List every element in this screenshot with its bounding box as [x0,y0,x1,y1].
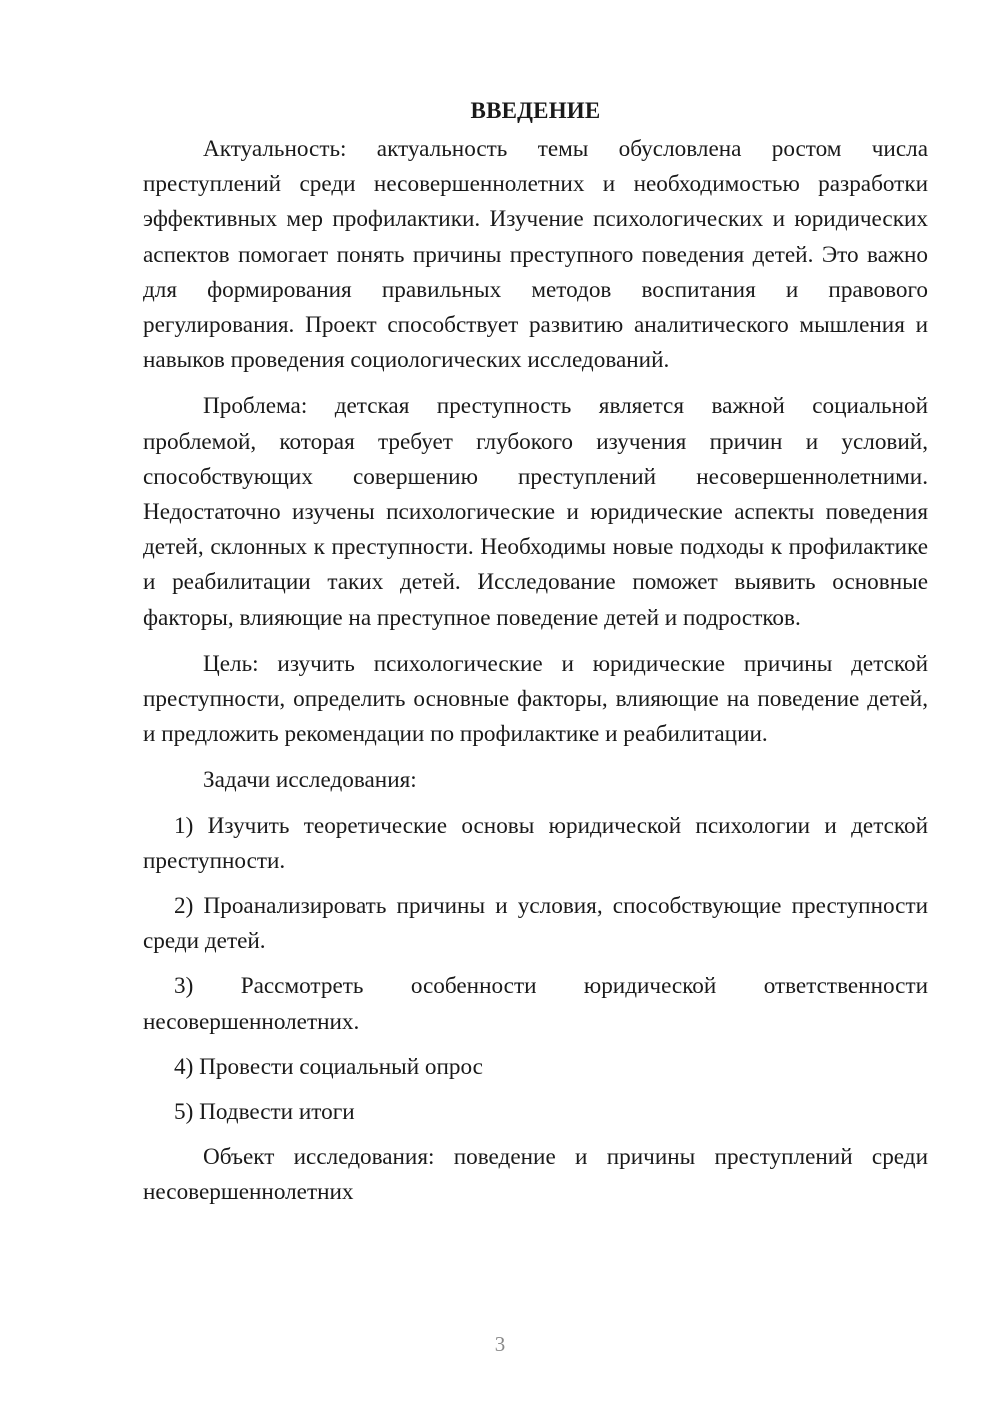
task-item-1: 1) Изучить теоретические основы юридической психологии и детской преступности. [143,812,928,874]
problem-paragraph: Проблема: детская преступность является важной социальной проблемой, которая требует глубокого изучения причин и условий, способствующих совершению преступлений несовершеннолетними. Недостаточно изучены психологические и юридические аспекты поведения детей, склонных к преступности. Необходимы новые подходы к профилактике и реабилитации таких детей. Исследование поможет выявить основные факторы, влияющие на преступное поведение детей и подростков. [143,393,928,631]
task-item-5: 5) Подвести итоги [174,1099,355,1126]
document-page [143,90,928,1211]
goal-paragraph: Цель: изучить психологические и юридические причины детской преступности, определить основные факторы, влияющие на поведение детей, и предложить рекомендации по профилактике и реабилитации. [143,650,928,748]
page-number: 3 [494,1332,506,1356]
task-item-2: 2) Проанализировать причины и условия, способствующие преступности среди детей. [143,893,928,955]
task-item-3: 3) Рассмотреть особенности юридической ответственности несовершеннолетних. [143,973,928,1035]
task-item-4: 4) Провести социальный опрос [174,1053,483,1080]
object-paragraph: Объект исследования: поведение и причины преступлений среди несовершеннолетних [143,1144,928,1206]
tasks-heading: Задачи исследования: [203,767,417,794]
relevance-paragraph: Актуальность: актуальность темы обусловлена ростом числа преступлений среди несовершеннолетних и необходимостью разработки эффективных мер профилактики. Изучение психологических и юридических аспектов помогает понять причины преступного поведения детей. Это важно для формирования правильных методов воспитания и правового регулирования. Проект способствует развитию аналитического мышления и навыков проведения социологических исследований. [143,136,928,374]
section-title: ВВЕДЕНИЕ [470,98,601,123]
